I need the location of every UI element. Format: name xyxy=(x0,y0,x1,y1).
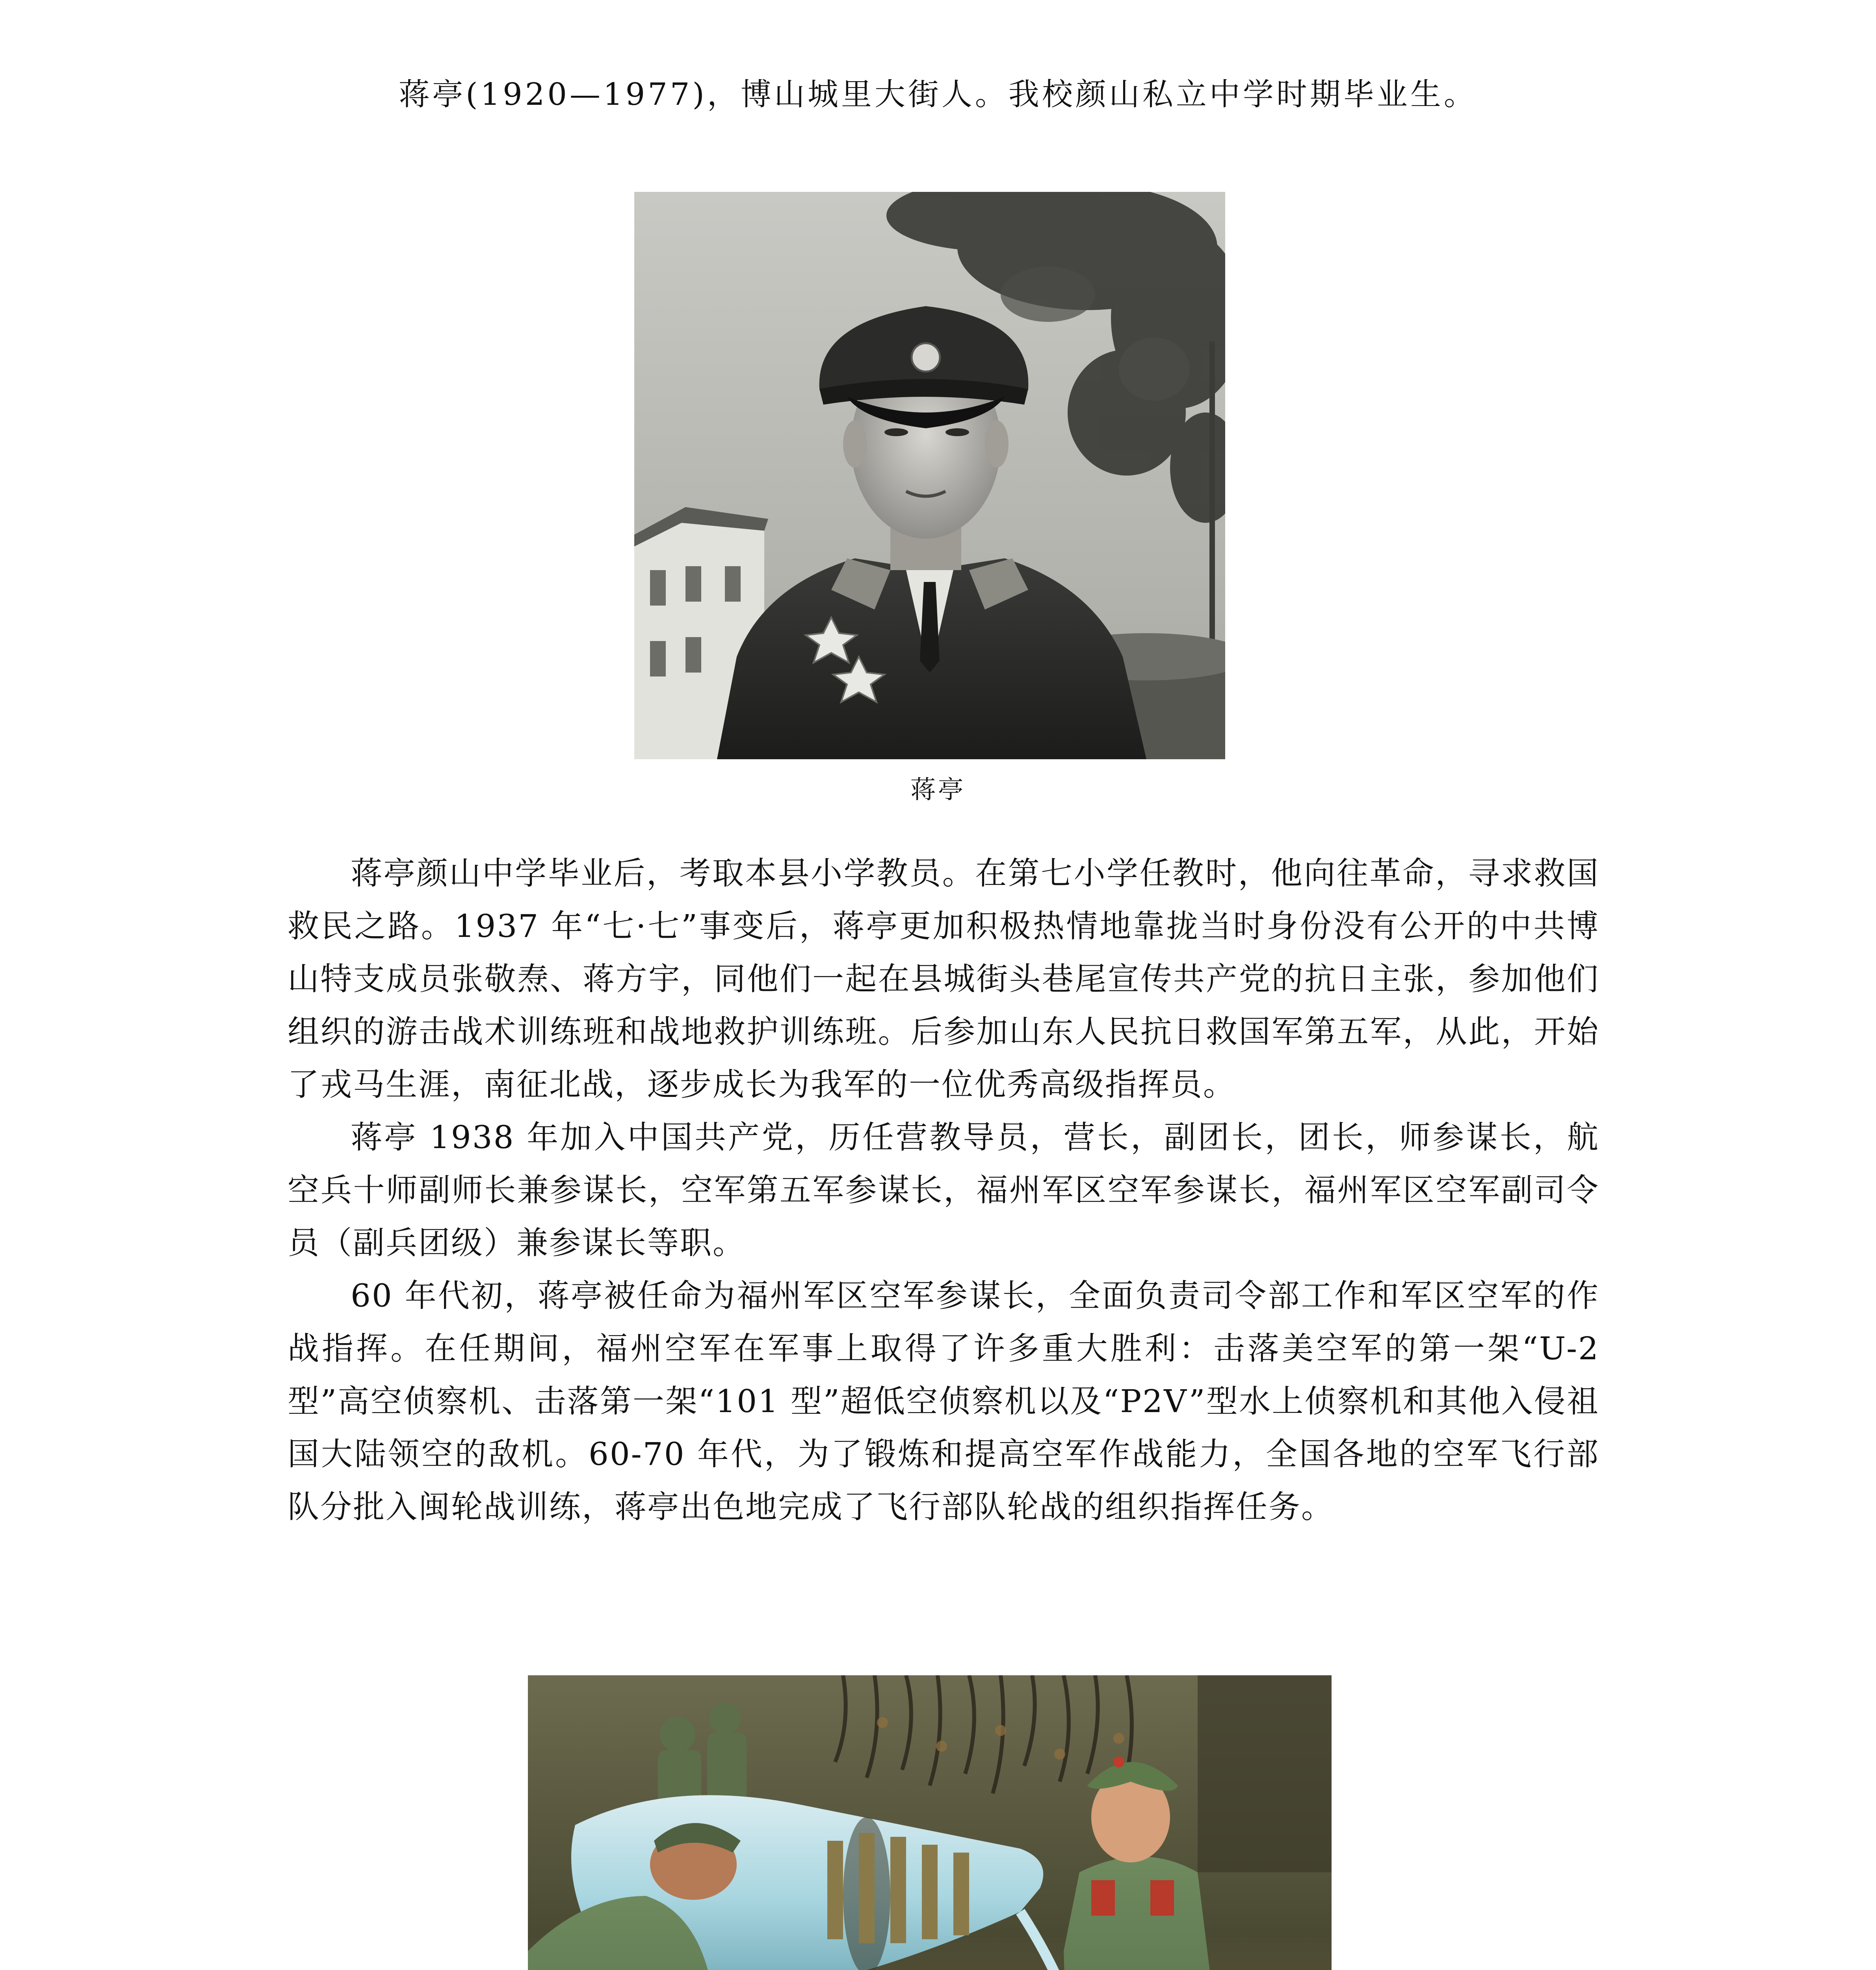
body-text xyxy=(288,847,1599,1533)
intro-line: 蒋亭(1920—1977)，博山城里大街人。我校颜山私立中学时期毕业生。 xyxy=(399,77,1477,112)
paragraph: 60 年代初，蒋亭被任命为福州军区空军参谋长，全面负责司令部工作和军区空军的作战指挥。在任期间，福州空军在军事上取得了许多重大胜利：击落美空军的第一架“U-2 型”高空侦察机、击落第一架“101 型”超低空侦察机以及“P2V”型水上侦察机和其他入侵祖国大陆领空的敌机。60-70 年代，为了锻炼和提高空军作战能力，全国各地的空军飞行部队分批入闽轮战训练，蒋亭出色地完成了飞行部队轮战的组织指挥任务。 xyxy=(288,1277,1599,1525)
portrait-caption: 蒋亭 xyxy=(910,775,966,805)
paragraph: 蒋亭颜山中学毕业后，考取本县小学教员。在第七小学任教时，他向往革命，寻求救国救民之路。1937 年“七·七”事变后，蒋亭更加积极热情地靠拢当时身份没有公开的中共博山特支成员张敬焘、蒋方宇，同他们一起在县城街头巷尾宣传共产党的抗日主张，参加他们组织的游击战术训练班和战地救护训练班。后参加山东人民抗日救国军第五军，从此，开始了戎马生涯，南征北战，逐步成长为我军的一位优秀高级指挥员。 xyxy=(288,855,1599,1103)
paragraph: 蒋亭 1938 年加入中国共产党，历任营教导员，营长，副团长，团长，师参谋长，航空兵十师副师长兼参谋长，空军第五军参谋长，福州军区空军参谋长，福州军区空军副司令员（副兵团级）兼参谋长等职。 xyxy=(288,1119,1599,1261)
portrait-photo xyxy=(634,192,1225,759)
missile-photo xyxy=(528,1675,1332,1970)
